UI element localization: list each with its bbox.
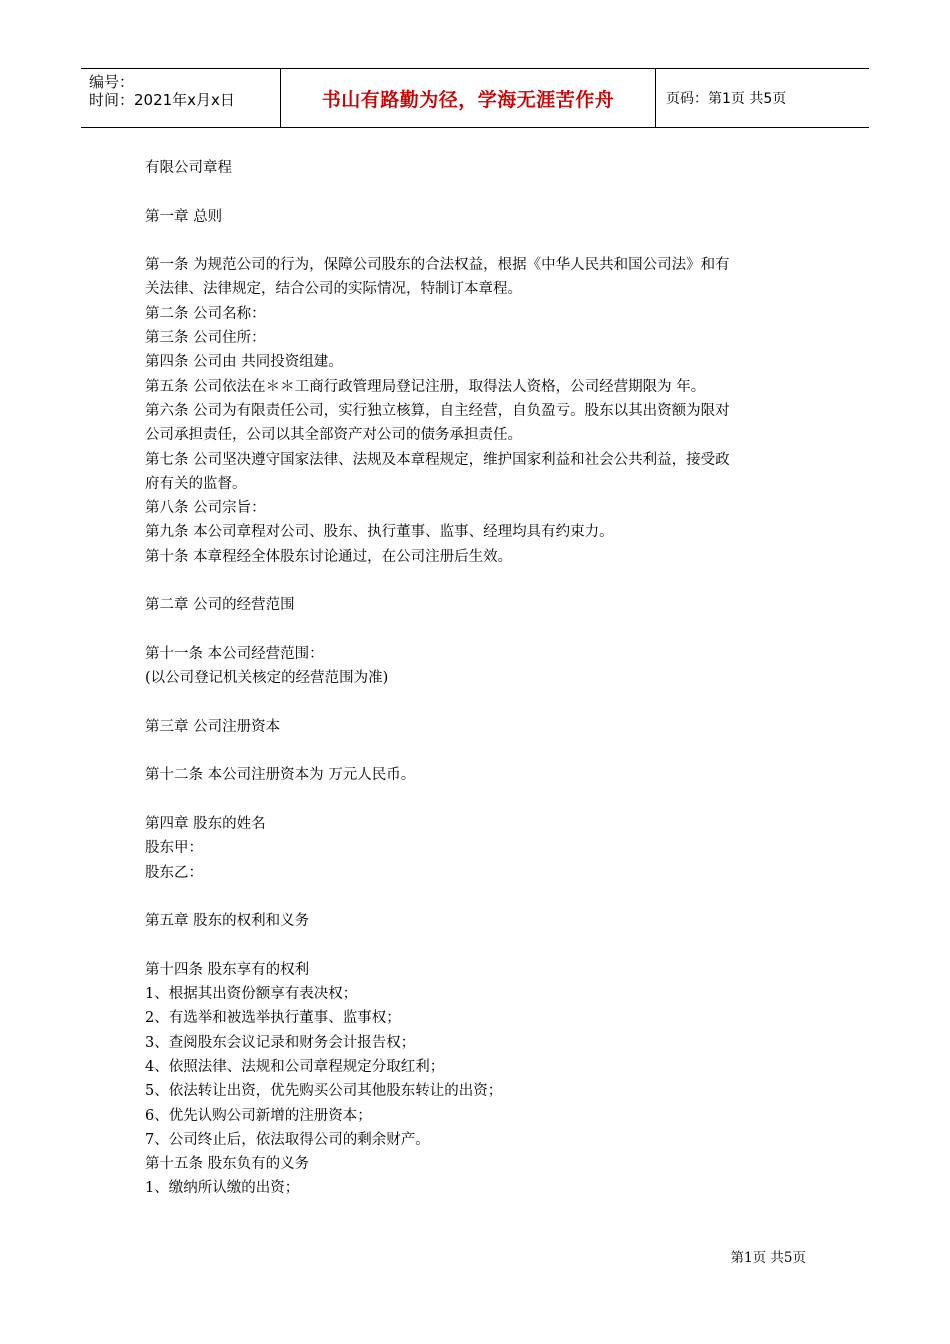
blank-line — [145, 229, 825, 253]
text-line: 第十条 本章程经全体股东讨论通过，在公司注册后生效。 — [145, 548, 513, 565]
text-line: 7、公司终止后，依法取得公司的剩余财产。 — [145, 1131, 430, 1148]
blank-line — [145, 691, 825, 715]
text-line: 第七条 公司坚决遵守国家法律、法规及本章程规定，维护国家利益和社会公共利益，接受政 — [145, 451, 730, 468]
blank-line — [145, 885, 825, 909]
document-body — [145, 156, 825, 1201]
text-line: 第九条 本公司章程对公司、股东、执行董事、监事、经理均具有约束力。 — [145, 524, 614, 541]
text-line: 1、根据其出资份额享有表决权； — [145, 986, 358, 1003]
text-line: 第五条 公司依法在＊＊工商行政管理局登记注册，取得法人资格，公司经营期限为 年。 — [145, 378, 706, 395]
text-line: 股东甲： — [145, 840, 203, 857]
text-line: 第十四条 股东享有的权利 — [145, 961, 310, 978]
page-header — [81, 68, 869, 128]
text-line: 第三条 公司住所： — [145, 330, 266, 347]
text-line: 第二条 公司名称： — [145, 305, 266, 322]
text-line: 4、依照法律、法规和公司章程规定分取红利； — [145, 1058, 445, 1075]
text-line: 府有关的监督。 — [145, 475, 247, 492]
blank-line — [145, 788, 825, 812]
blank-line — [145, 618, 825, 642]
text-line: 第六条 公司为有限责任公司，实行独立核算，自主经营，自负盈亏。股东以其出资额为限对 — [145, 402, 730, 419]
text-line: 第二章 公司的经营范围 — [145, 597, 295, 614]
text-line: 第十一条 本公司经营范围： — [145, 645, 324, 662]
text-line: 第五章 股东的权利和义务 — [145, 913, 310, 930]
text-line: 1、缴纳所认缴的出资； — [145, 1180, 300, 1197]
text-line: 第四条 公司由 共同投资组建。 — [145, 354, 343, 371]
blank-line — [145, 934, 825, 958]
header-page-info: 页码：第1页 共5页 — [666, 91, 787, 107]
text-line: 关法律、法律规定，结合公司的实际情况，特制订本章程。 — [145, 281, 522, 298]
text-line: 第三章 公司注册资本 — [145, 718, 281, 735]
text-line: 第一章 总则 — [145, 208, 223, 225]
text-line: 2、有选举和被选举执行董事、监事权； — [145, 1010, 401, 1027]
header-motto: 书山有路勤为径，学海无涯苦作舟 — [281, 69, 656, 127]
header-number: 编号： — [89, 73, 135, 91]
header-time: 时间：2021年x月x日 — [89, 91, 235, 109]
blank-line — [145, 180, 825, 204]
text-line: 第四章 股东的姓名 — [145, 816, 266, 833]
text-line: 股东乙： — [145, 864, 203, 881]
text-line: 第一条 为规范公司的行为，保障公司股东的合法权益，根据《中华人民共和国公司法》和有 — [145, 257, 730, 274]
text-line: 公司承担责任，公司以其全部资产对公司的债务承担责任。 — [145, 427, 522, 444]
text-line: 第十二条 本公司注册资本为 万元人民币。 — [145, 767, 416, 784]
text-line: 第八条 公司宗旨： — [145, 500, 266, 517]
blank-line — [145, 739, 825, 763]
text-line: 3、查阅股东会议记录和财务会计报告权； — [145, 1034, 416, 1051]
text-line: 有限公司章程 — [145, 160, 232, 176]
text-line: 5、依法转让出资，优先购买公司其他股东转让的出资； — [145, 1083, 503, 1100]
page-footer: 第1页 共5页 — [730, 1250, 806, 1266]
text-line: 6、优先认购公司新增的注册资本； — [145, 1107, 372, 1124]
text-line: 第十五条 股东负有的义务 — [145, 1156, 310, 1173]
header-meta — [81, 69, 281, 127]
blank-line — [145, 569, 825, 593]
text-line: (以公司登记机关核定的经营范围为准) — [145, 670, 389, 687]
